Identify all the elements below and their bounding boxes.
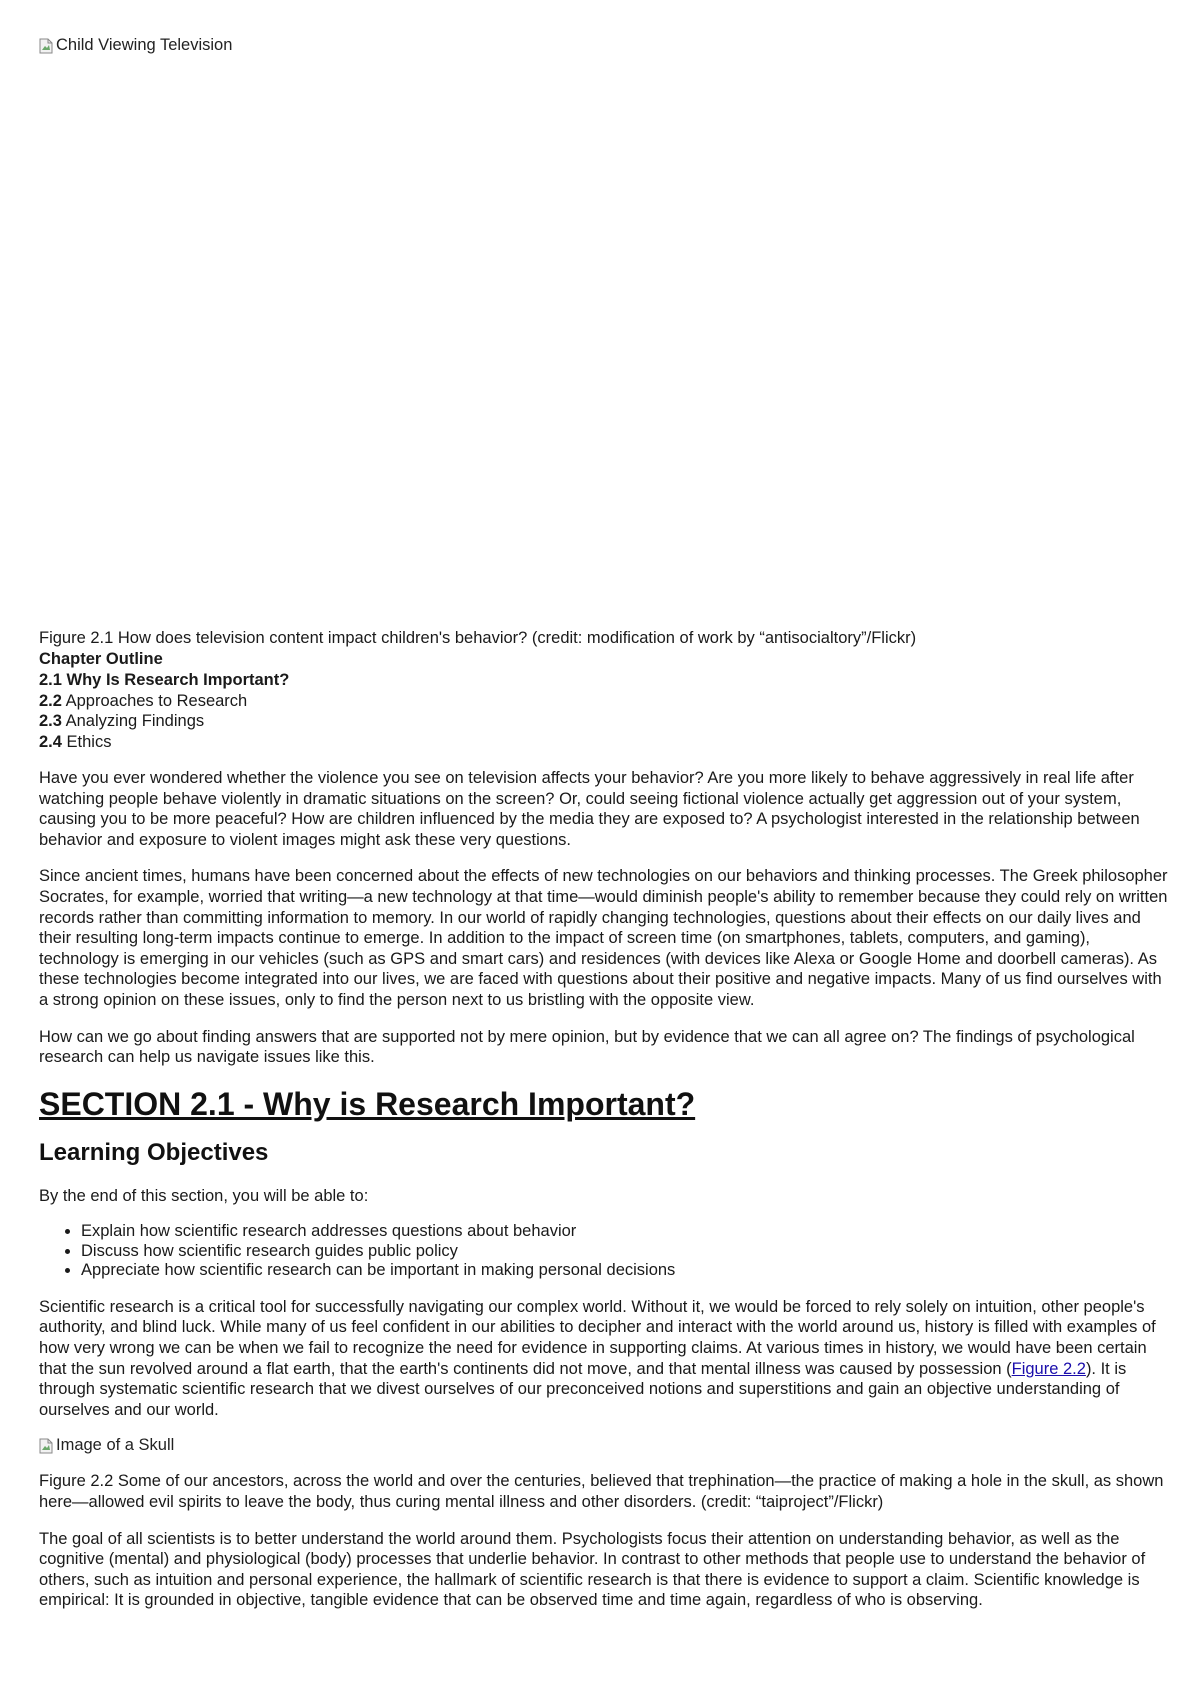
intro-paragraph-1: Have you ever wondered whether the violence you see on television affects your behavior? Are you more likely to behave aggressively in real life after watching people behave violently in dramatic situations on the screen? Or, could seeing fictional violence actually get aggression out of your system, causing you to be more peaceful? How are children influenced by the media they are exposed to? A psychologist interested in the relationship between behavior and exposure to violent images might ask these very questions. (39, 769, 1140, 849)
intro-paragraph-2: Since ancient times, humans have been concerned about the effects of new technologies on our behaviors and thinking processes. The Greek philosopher Socrates, for example, worried that writing—a new technology at that time—would diminish people's ability to remember because they could rely on written records rather than committing information to memory. In our world of rapidly changing technologies, questions about their effects on our daily lives and their resulting long-term impacts continue to emerge. In addition to the impact of screen time (on smartphones, tablets, computers, and gaming), technology is emerging in our vehicles (such as GPS and smart cars) and residences (with devices like Alexa or Google Home and doorbell cameras). As these technologies become integrated into our lives, we are faced with questions about their positive and negative impacts. Many of us find ourselves with a strong opinion on these issues, only to find the person next to us bristling with the opposite view. (39, 867, 1168, 1009)
chapter-outline (39, 649, 1169, 752)
figure-2-1-caption: Figure 2.1 How does television content impact children's behavior? (credit: modification of work by “antisocialtory”/Flickr) (39, 629, 917, 647)
objectives-list (39, 1222, 1169, 1281)
main-content (39, 628, 1169, 1627)
outline-item-number: 2.2 (39, 691, 62, 710)
section-heading: SECTION 2.1 - Why is Research Important? (39, 1085, 696, 1122)
outline-item-number: 2.3 (39, 712, 62, 730)
chapter-outline-title: Chapter Outline (39, 650, 163, 668)
figure-2-2-image (39, 1436, 1169, 1455)
objectives-intro: By the end of this section, you will be able to: (39, 1186, 369, 1205)
figure-2-2-link[interactable]: Figure 2.2 (1011, 1359, 1086, 1378)
list-item: • Appreciate how scientific research can be important in making personal decisions (81, 1261, 1169, 1281)
outline-item-2-4 (39, 732, 1169, 753)
outline-item-2-3 (39, 711, 1169, 732)
research-paragraph-2: The goal of all scientists is to better understand the world around them. Psychologists focus their attention on understanding behavior, as well as the cognitive (mental) and physiological (body) processes that underlie behavior. In contrast to other methods that people use to understand the behavior of others, such as intuition and personal experience, the hallmark of scientific research is that there is evidence to support a claim. Scientific knowledge is empirical: It is grounded in objective, tangible evidence that can be observed time and time again, regardless of who is observing. (39, 1529, 1146, 1610)
list-item: • Explain how scientific research addresses questions about behavior (81, 1222, 1169, 1242)
figure-2-1-image (39, 36, 232, 55)
outline-item-number: 2.4 (39, 732, 62, 751)
figure-2-1-alt-text: Child Viewing Television (56, 36, 233, 54)
outline-item-label: Analyzing Findings (65, 712, 205, 730)
research-paragraph-1 (39, 1297, 1169, 1421)
paragraph-text: Scientific research is a critical tool for successfully navigating our complex world. Without it, we would be forced to rely solely on intuition, other people's authority, and blind luck. While many of us feel confident in our abilities to decipher and interact with the world around us, history is filled with examples of how very wrong we can be when we fail to recognize the need for evidence in supporting claims. At various times in history, we would have been certain that the sun revolved around a flat earth, that the earth's continents did not move, and that mental illness was caused by possession ( (39, 1297, 1156, 1378)
list-item: • Discuss how scientific research guides public policy (81, 1242, 1169, 1262)
outline-item-label: Why Is Research Important? (66, 671, 290, 689)
outline-item-2-1 (39, 670, 1169, 691)
figure-2-2-caption: Figure 2.2 Some of our ancestors, across the world and over the centuries, believed that trephination—the practice of making a hole in the skull, as shown here—allowed evil spirits to leave the body, thus curing mental illness and other disorders. (credit: “taiproject”/Flickr) (39, 1472, 1164, 1511)
broken-image-icon (39, 1438, 53, 1454)
outline-item-number: 2.1 (39, 671, 62, 689)
outline-item-label: Ethics (66, 732, 112, 751)
paragraph-text: ). It is through systematic scientific research that we divest ourselves of our preconceived notions and superstitions and gain an objective understanding of ourselves and our world. (39, 1359, 1127, 1419)
outline-item-2-2 (39, 691, 1169, 712)
outline-item-label: Approaches to Research (65, 691, 248, 710)
broken-image-icon (39, 38, 53, 54)
learning-objectives-heading: Learning Objectives (39, 1138, 269, 1166)
intro-paragraph-3: How can we go about finding answers that are supported not by mere opinion, but by evidence that we can all agree on? The findings of psychological research can help us navigate issues like this. (39, 1027, 1135, 1067)
figure-2-2-alt-text: Image of a Skull (56, 1436, 175, 1455)
